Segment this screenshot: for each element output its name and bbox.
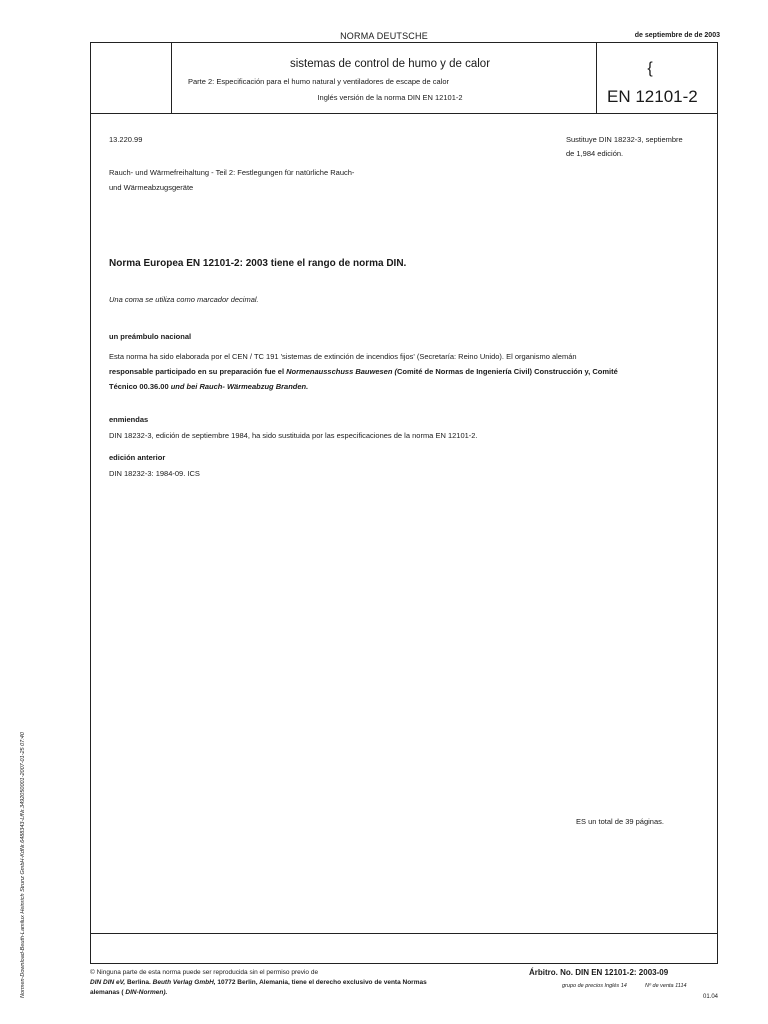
document-type-title: NORMA DEUTSCHE [340, 31, 428, 41]
standard-number: EN 12101-2 [607, 87, 698, 106]
preamble-text [109, 349, 709, 394]
preamble-line-1: Esta norma ha sido elaborada por el CEN / TC 191 'sistemas de extinción de incendios fijos' (Secretaría: Reino Unido). El organismo alemán [109, 352, 577, 361]
preamble-line-2b: Normenausschuss Bauwesen ( [286, 367, 398, 376]
publication-date: de septiembre de de 2003 [634, 32, 720, 39]
footer-code: 01.04 [702, 994, 718, 1000]
preamble-line-3b: und bei Rauch- Wärmeabzug Branden. [170, 382, 309, 391]
reference-number: Árbitro. No. DIN EN 12101-2: 2003-09 [529, 968, 669, 977]
decimal-note: Una coma se utiliza como marcador decimal. [109, 295, 259, 304]
sale-number: Nº de venta 1114 [645, 983, 687, 989]
publisher-din-normen: DIN-Normen). [125, 989, 168, 996]
download-watermark: Normen-Download-Beuth-Lamilux Heinrich Strunz GmbH-KdNr.6488343-LfNr.3492050001-2007-01-25 07:40 [20, 732, 26, 998]
replaces-line-1: Sustituye DIN 18232-3, septiembre [566, 135, 683, 144]
preamble-line-2a: responsable participado en su preparación fue el [109, 367, 287, 376]
brace-symbol: { [647, 60, 653, 77]
price-group: grupo de precios Inglés 14 [562, 983, 627, 989]
german-title [109, 165, 449, 195]
din-rank-statement: Norma Europea EN 12101-2: 2003 tiene el rango de norma DIN. [109, 258, 407, 269]
publisher-din: DIN DIN eV, [90, 979, 126, 986]
footer-copyright [90, 968, 460, 998]
copyright-line-3 [90, 988, 460, 998]
page-count: ES un total de 39 páginas. [576, 817, 664, 826]
publisher-beuth: Beuth Verlag GmbH, [152, 979, 216, 986]
replaces-line-2: de 1,984 edición. [566, 149, 624, 158]
ics-code: 13.220.99 [109, 135, 143, 144]
amendments-text: DIN 18232-3, edición de septiembre 1984, ha sido sustituida por las especificaciones de la norma EN 12101-2. [109, 431, 478, 440]
publisher-german: alemanas ( [90, 989, 126, 996]
copyright-line-1: © Ninguna parte de esta norma puede ser reproducida sin el permiso previo de [90, 969, 319, 976]
copyright-line-2 [90, 978, 460, 988]
left-column-divider [171, 43, 172, 113]
publisher-city: Berlina. [125, 979, 153, 986]
preamble-line-2 [109, 364, 709, 379]
right-column-divider [596, 43, 597, 113]
previous-edition-text: DIN 18232-3: 1984-09. ICS [109, 469, 200, 478]
previous-edition-heading: edición anterior [109, 453, 166, 462]
preamble-line-3a: Técnico 00.36.00 [109, 382, 171, 391]
standard-title: sistemas de control de humo y de calor [289, 58, 491, 70]
standard-language-version: Inglés versión de la norma DIN EN 12101-2 [317, 93, 463, 102]
preamble-line-3 [109, 379, 709, 394]
replaces-note [566, 133, 716, 161]
publisher-rights: 10772 Berlin, Alemania, tiene el derecho exclusivo de venta Normas [215, 979, 427, 986]
german-title-line-1: Rauch- und Wärmefreihaltung - Teil 2: Festlegungen für natürliche Rauch- [109, 168, 355, 177]
preamble-line-2c: Comité de Normas de Ingeniería Civil) Construcción y, Comité [397, 367, 618, 376]
footer-divider [91, 933, 717, 934]
preamble-heading: un preámbulo nacional [109, 332, 192, 341]
amendments-heading: enmiendas [109, 415, 149, 424]
standard-part: Parte 2: Especificación para el humo natural y ventiladores de escape de calor [188, 77, 449, 86]
german-title-line-2: und Wärmeabzugsgeräte [109, 183, 194, 192]
header-divider [91, 113, 717, 114]
